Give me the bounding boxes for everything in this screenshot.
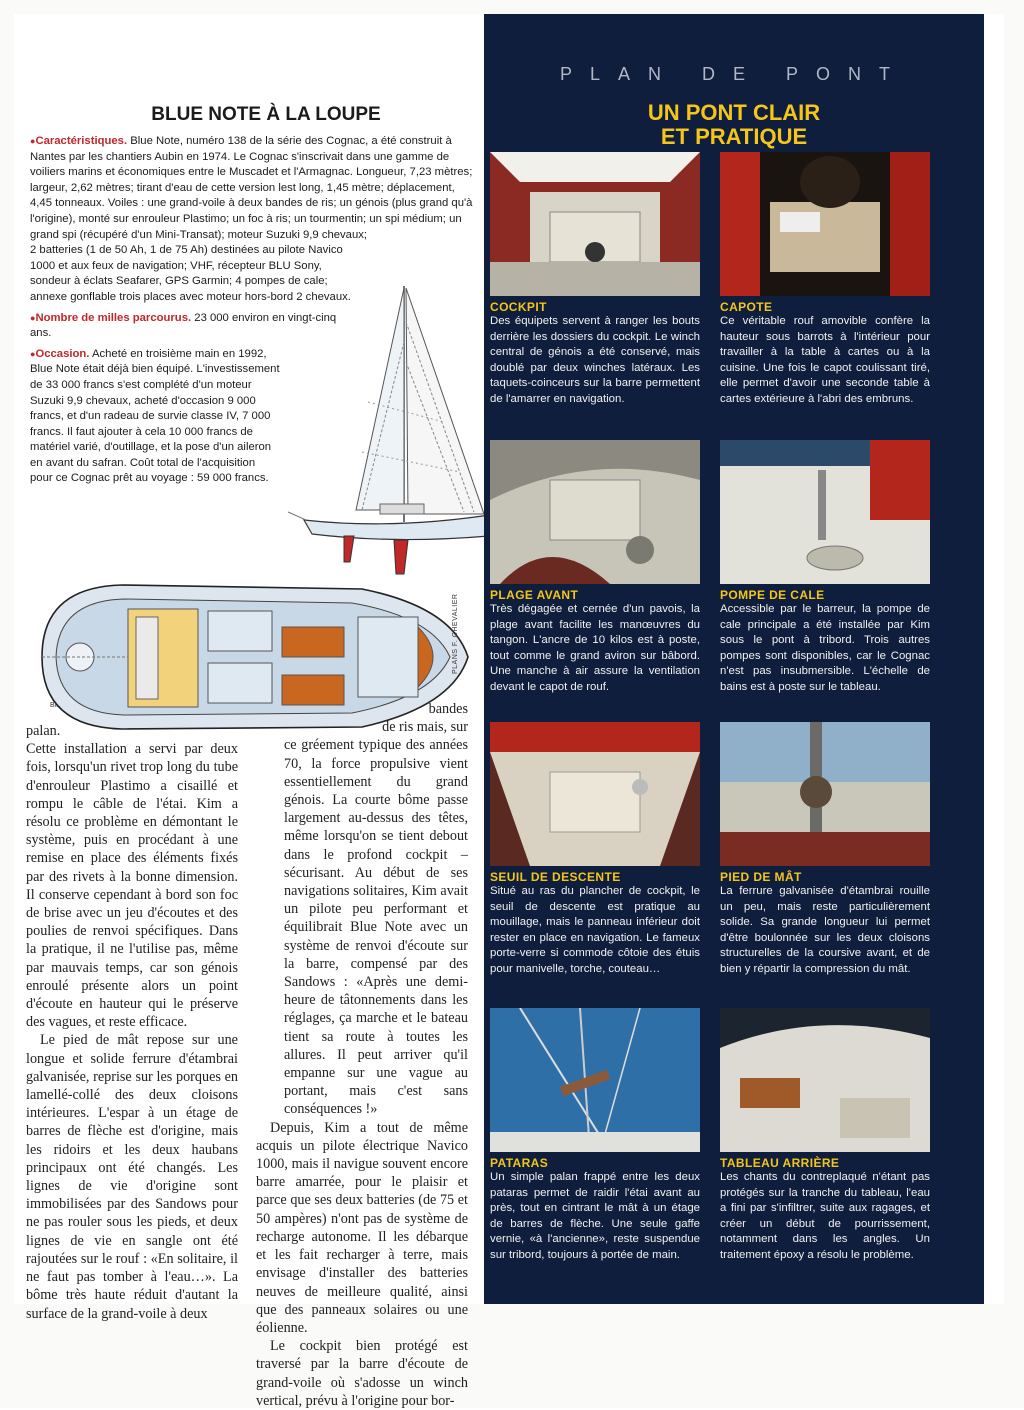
article-column-1 — [26, 722, 238, 1323]
cockpit-photo — [490, 152, 700, 296]
capote-photo — [720, 152, 930, 296]
card-pompe-de-cale — [720, 440, 930, 696]
col2-line-1: bandes — [428, 701, 468, 717]
caracteristiques-text: Blue Note, numéro 138 de la série des Cognac, a été construit à Nantes par les chantiers Aubin en 1974. Le Cognac s'inscrivait dans une gamme de voiliers marins et économiques entre le Muscadet et l'Armagnac. Longueur, 7,23 mètres; largeur, 2,62 mètres; tirant d'eau de cette version lest long, 1,45 mètre; déplacement, 4,45 tonneaux. Voiles : une grand-voile à deux bandes de ris; un génois (plus grand qu'à l'origine), monté sur enrouleur Plastimo; un foc à ris; un tourmentin; un spi médium; un grand spi (récupéré d'un Mini-Transat); moteur Suzuki 9,9 chevaux; — [30, 135, 473, 241]
card-text: Des équipets servent à ranger les bouts derrière les dossiers du cockpit. Le winch central de génois a été conservé, mais doublé par deux winches latéraux. Les taquets-coinceurs sur la barre permettent de l'amarrer en navigation. — [490, 315, 700, 405]
card-seuil-de-descente — [490, 722, 700, 978]
plans-credit: PLANS F. CHEVALIER — [452, 593, 459, 674]
caracteristiques-label: ● Caractéristiques. — [30, 135, 127, 147]
milles-text: 23 000 environ en vingt-cinq ans. — [30, 311, 337, 340]
card-text: Situé au ras du plancher de cockpit, le seuil de descente est pratique au mouillage, mais le panneau inférieur doit rester en place en navigation. Le fameux porte-verre si commode côtoie des étuis pour manivelle, torche, couteau… — [490, 885, 700, 975]
plage-avant-photo — [490, 440, 700, 584]
card-cockpit — [490, 152, 700, 408]
card-title: PLAGE AVANT — [490, 588, 579, 602]
col2-paragraph-1: ce gréement typique des années 70, la force propulsive vient essentiellement du grand génois. La courte bôme passe largement au-dessus des têtes, même lorsqu'on se tient debout dans le profond cockpit – sécurisant. Au début de ses navigations solitaires, Kim avait un pilote peu performant et équilibrait Blue Note avec un système de renvoi d'écoute sur la barre, compensé par des Sandows : «Après une demi-heure de tâtonnements dans les réglages, ça marche et le bateau tient sa route à toutes les allures. Il peut arriver qu'il empanne sur une vague au portant, mais c'est sans conséquences !» — [284, 737, 468, 1118]
card-title: CAPOTE — [720, 300, 773, 314]
milles-label: ● Nombre de milles parcourus. — [30, 312, 191, 324]
left-column — [26, 14, 478, 1409]
card-title: PATARAS — [490, 1156, 549, 1170]
tableau-arriere-photo — [720, 1008, 930, 1152]
card-tableau-arriere — [720, 1008, 930, 1264]
svg-text:Bt.: Bt. — [50, 702, 59, 709]
panel-kicker: PLAN DE PONT — [559, 64, 909, 84]
card-text: Un simple palan frappé entre les deux pataras permet de raidir l'étai avant au près, tout en cintrant le mât à un étage de barres de flèche. Une seule gaffe vernie, «à l'ancienne», reste suspendue sur tribord, toujours à portée de main. — [490, 1171, 700, 1261]
seuil-de-descente-photo — [490, 722, 700, 866]
headline-line-2: ET PRATIQUE — [660, 124, 808, 149]
card-title: TABLEAU ARRIÈRE — [720, 1156, 840, 1170]
card-text: Accessible par le barreur, la pompe de cale principale a été installée par Kim sous le pont à tribord. Trois autres pompes sont disponibles, car le Cognac n'est pas insubmersible. L'échelle de bains est à poste sur le tableau. — [720, 603, 930, 693]
col2-paragraph-3: Le cockpit bien protégé est traversé par la barre d'écoute de grand-voile où s'adosse un winch vertical, prévu à l'origine pour bor- — [256, 1338, 468, 1409]
pompe-de-cale-photo — [720, 440, 930, 584]
card-pataras — [490, 1008, 700, 1264]
card-text: Très dégagée et cernée d'un pavois, la plage avant facilite les manœuvres du tangon. L'ancre de 10 kilos est à poste, tout comme le grand aviron sur bâbord. Une manche à air assure la ventilation devant le capot de rouf. — [490, 603, 700, 693]
sidebar-title: BLUE NOTE À LA LOUPE — [151, 104, 381, 125]
card-title: POMPE DE CALE — [720, 588, 825, 602]
occasion-text: Acheté en troisième main en 1992, Blue Note était déjà bien équipé. L'investissement de 33 000 francs s'est complété d'un moteur Suzuki 9,9 chevaux, acheté d'occasion 9 000 francs, et d'un radeau de survie classe IV, 7 000 francs. Il faut ajouter à cela 10 000 francs de matériel varié, d'outillage, et la pose d'un aileron en avant du safran. Coût total de l'acquisition pour ce Cognac prêt au voyage : 59 000 francs. — [30, 347, 280, 485]
deck-plan-panel — [484, 14, 984, 1304]
card-pied-de-mat — [720, 722, 930, 978]
equipment-paragraph: 2 batteries (1 de 50 Ah, 1 de 75 Ah) destinées au pilote Navico 1000 et aux feux de navigation; VHF, récepteur BLU Sony, sondeur à éclats Seafarer, GPS Garmin; 4 pompes de cale; annexe gonflable trois places avec moteur hors-bord 2 chevaux. — [30, 244, 351, 303]
card-title: COCKPIT — [490, 300, 547, 314]
article-column-2 — [256, 700, 468, 1410]
pied-de-mat-photo — [720, 722, 930, 866]
card-text: Ce véritable rouf amovible confère la hauteur sous barrots à l'intérieur pour travailler à la table à cartes ou à la cuisine. Une fois le capot coulissant tiré, elle permet d'avoir une seconde table à cartes extérieure à l'abri des embruns. — [720, 315, 930, 405]
card-title: PIED DE MÂT — [720, 870, 802, 884]
col1-line-1: palan. — [26, 723, 61, 739]
panel-headline — [524, 101, 944, 149]
card-capote — [720, 152, 930, 408]
card-text: La ferrure galvanisée d'étambrai rouille un peu, mais reste particulièrement solide. Sa grande longueur lui permet d'être boulonnée sur les deux cloisons structurelles de la coursive avant, et de bien y répartir la compression du mât. — [720, 885, 930, 975]
sail-plan-drawing — [284, 282, 498, 584]
col1-paragraph-2: Le pied de mât repose sur une longue et solide ferrure d'étambrai galvanisée, reprise sur les porques en lamellé-collé des deux cloisons intérieures. L'espar à un étage de barres de flèche est d'origine, mais les ridoirs et les deux haubans principaux ont été changés. Les lignes de vie d'origine sont immobilisées par des Sandows pour ne pas rouler sous les pieds, et deux lignes de vie en sangle ont été rajoutées sur le rouf : «En solitaire, il ne faut pas tomber à l'eau…». La bôme très haute réduit d'autant la surface de la grand-voile à deux — [26, 1032, 238, 1322]
card-title: SEUIL DE DESCENTE — [490, 870, 621, 884]
col2-line-2: de ris mais, sur — [382, 719, 468, 736]
headline-line-1: UN PONT CLAIR — [647, 100, 821, 125]
col1-paragraph-1: Cette installation a servi par deux fois, lorsqu'un rivet trop long du tube d'enrouleur Plastimo a cisaillé et rompu le câble de l'étai. Kim a résolu ce problème en démontant le système, puis en procédant à une remise en place des éléments fixés par des rivets à la bonne dimension. Il conserve cependant à bord son foc de brise avec un jeu d'écoutes et des poulies de renvoi spécifiques. Dans la pratique, il ne l'utilise pas, même par mauvais temps, car son génois enroulé présente alors un point d'écoute en hauteur qui le préserve des vagues, et reste efficace. — [26, 741, 238, 1031]
occasion-paragraph — [30, 347, 280, 487]
card-text: Les chants du contreplaqué n'étant pas protégés sur la tranche du tableau, l'eau a fini par s'infiltrer, suite aux ragages, et créer un début de pourrissement, notamment dans les angles. Un traitement époxy a résolu le problème. — [720, 1171, 930, 1261]
pataras-photo — [490, 1008, 700, 1152]
caracteristiques-paragraph — [30, 134, 476, 243]
occasion-label: ● Occasion. — [30, 348, 89, 360]
col2-paragraph-2: Depuis, Kim a tout de même acquis un pilote électrique Navico 1000, mais il navigue souvent encore barre amarrée, pour le plaisir et parce que ses deux batteries (de 75 et 50 ampères) n'ont pas de système de recharge autonome. Il les débarque et les fait recharger à terre, mais envisage d'installer des batteries neuves de meilleure qualité, ainsi que des panneaux solaires ou une éolienne. — [256, 1119, 468, 1336]
card-plage-avant — [490, 440, 700, 696]
